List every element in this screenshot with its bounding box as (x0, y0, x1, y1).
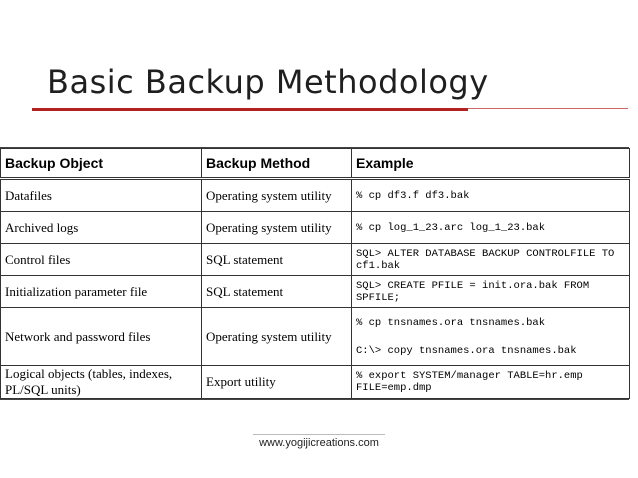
cell-object: Archived logs (1, 212, 202, 244)
table-row (1, 276, 630, 308)
cell-object: Network and password files (1, 308, 202, 366)
header-backup-object: Backup Object (1, 149, 202, 179)
header-backup-method: Backup Method (202, 149, 352, 179)
cell-object: Initialization parameter file (1, 276, 202, 308)
backup-table (0, 148, 630, 399)
footer-website: www.yogijicreations.com (253, 434, 385, 451)
title-underline (32, 108, 468, 111)
cell-method: Operating system utility (202, 308, 352, 366)
cell-example: % cp log_1_23.arc log_1_23.bak (352, 212, 630, 244)
cell-method: Export utility (202, 366, 352, 399)
cell-object: Logical objects (tables, indexes, PL/SQL units) (1, 366, 202, 399)
cell-example: % export SYSTEM/manager TABLE=hr.emp FILE=emp.dmp (352, 366, 630, 399)
cell-object: Datafiles (1, 179, 202, 212)
example-line: C:\> copy tnsnames.ora tnsnames.bak (356, 344, 577, 357)
title-underline-extension (468, 108, 628, 109)
table-row (1, 244, 630, 276)
example-line: % cp tnsnames.ora tnsnames.bak (356, 316, 546, 329)
table-row (1, 308, 630, 366)
cell-object: Control files (1, 244, 202, 276)
cell-example: % cp df3.f df3.bak (352, 179, 630, 212)
table-row (1, 212, 630, 244)
cell-method: Operating system utility (202, 179, 352, 212)
footer (0, 437, 638, 449)
cell-method: SQL statement (202, 276, 352, 308)
cell-method: SQL statement (202, 244, 352, 276)
cell-method: Operating system utility (202, 212, 352, 244)
header-example: Example (352, 149, 630, 179)
table-row (1, 179, 630, 212)
cell-example: SQL> CREATE PFILE = init.ora.bak FROM SPFILE; (352, 276, 630, 308)
table-header-row (1, 149, 630, 179)
slide-title: Basic Backup Methodology (47, 63, 489, 101)
cell-example: SQL> ALTER DATABASE BACKUP CONTROLFILE TO cf1.bak (352, 244, 630, 276)
backup-table-container (0, 147, 629, 400)
table-row (1, 366, 630, 399)
cell-example (352, 308, 630, 366)
